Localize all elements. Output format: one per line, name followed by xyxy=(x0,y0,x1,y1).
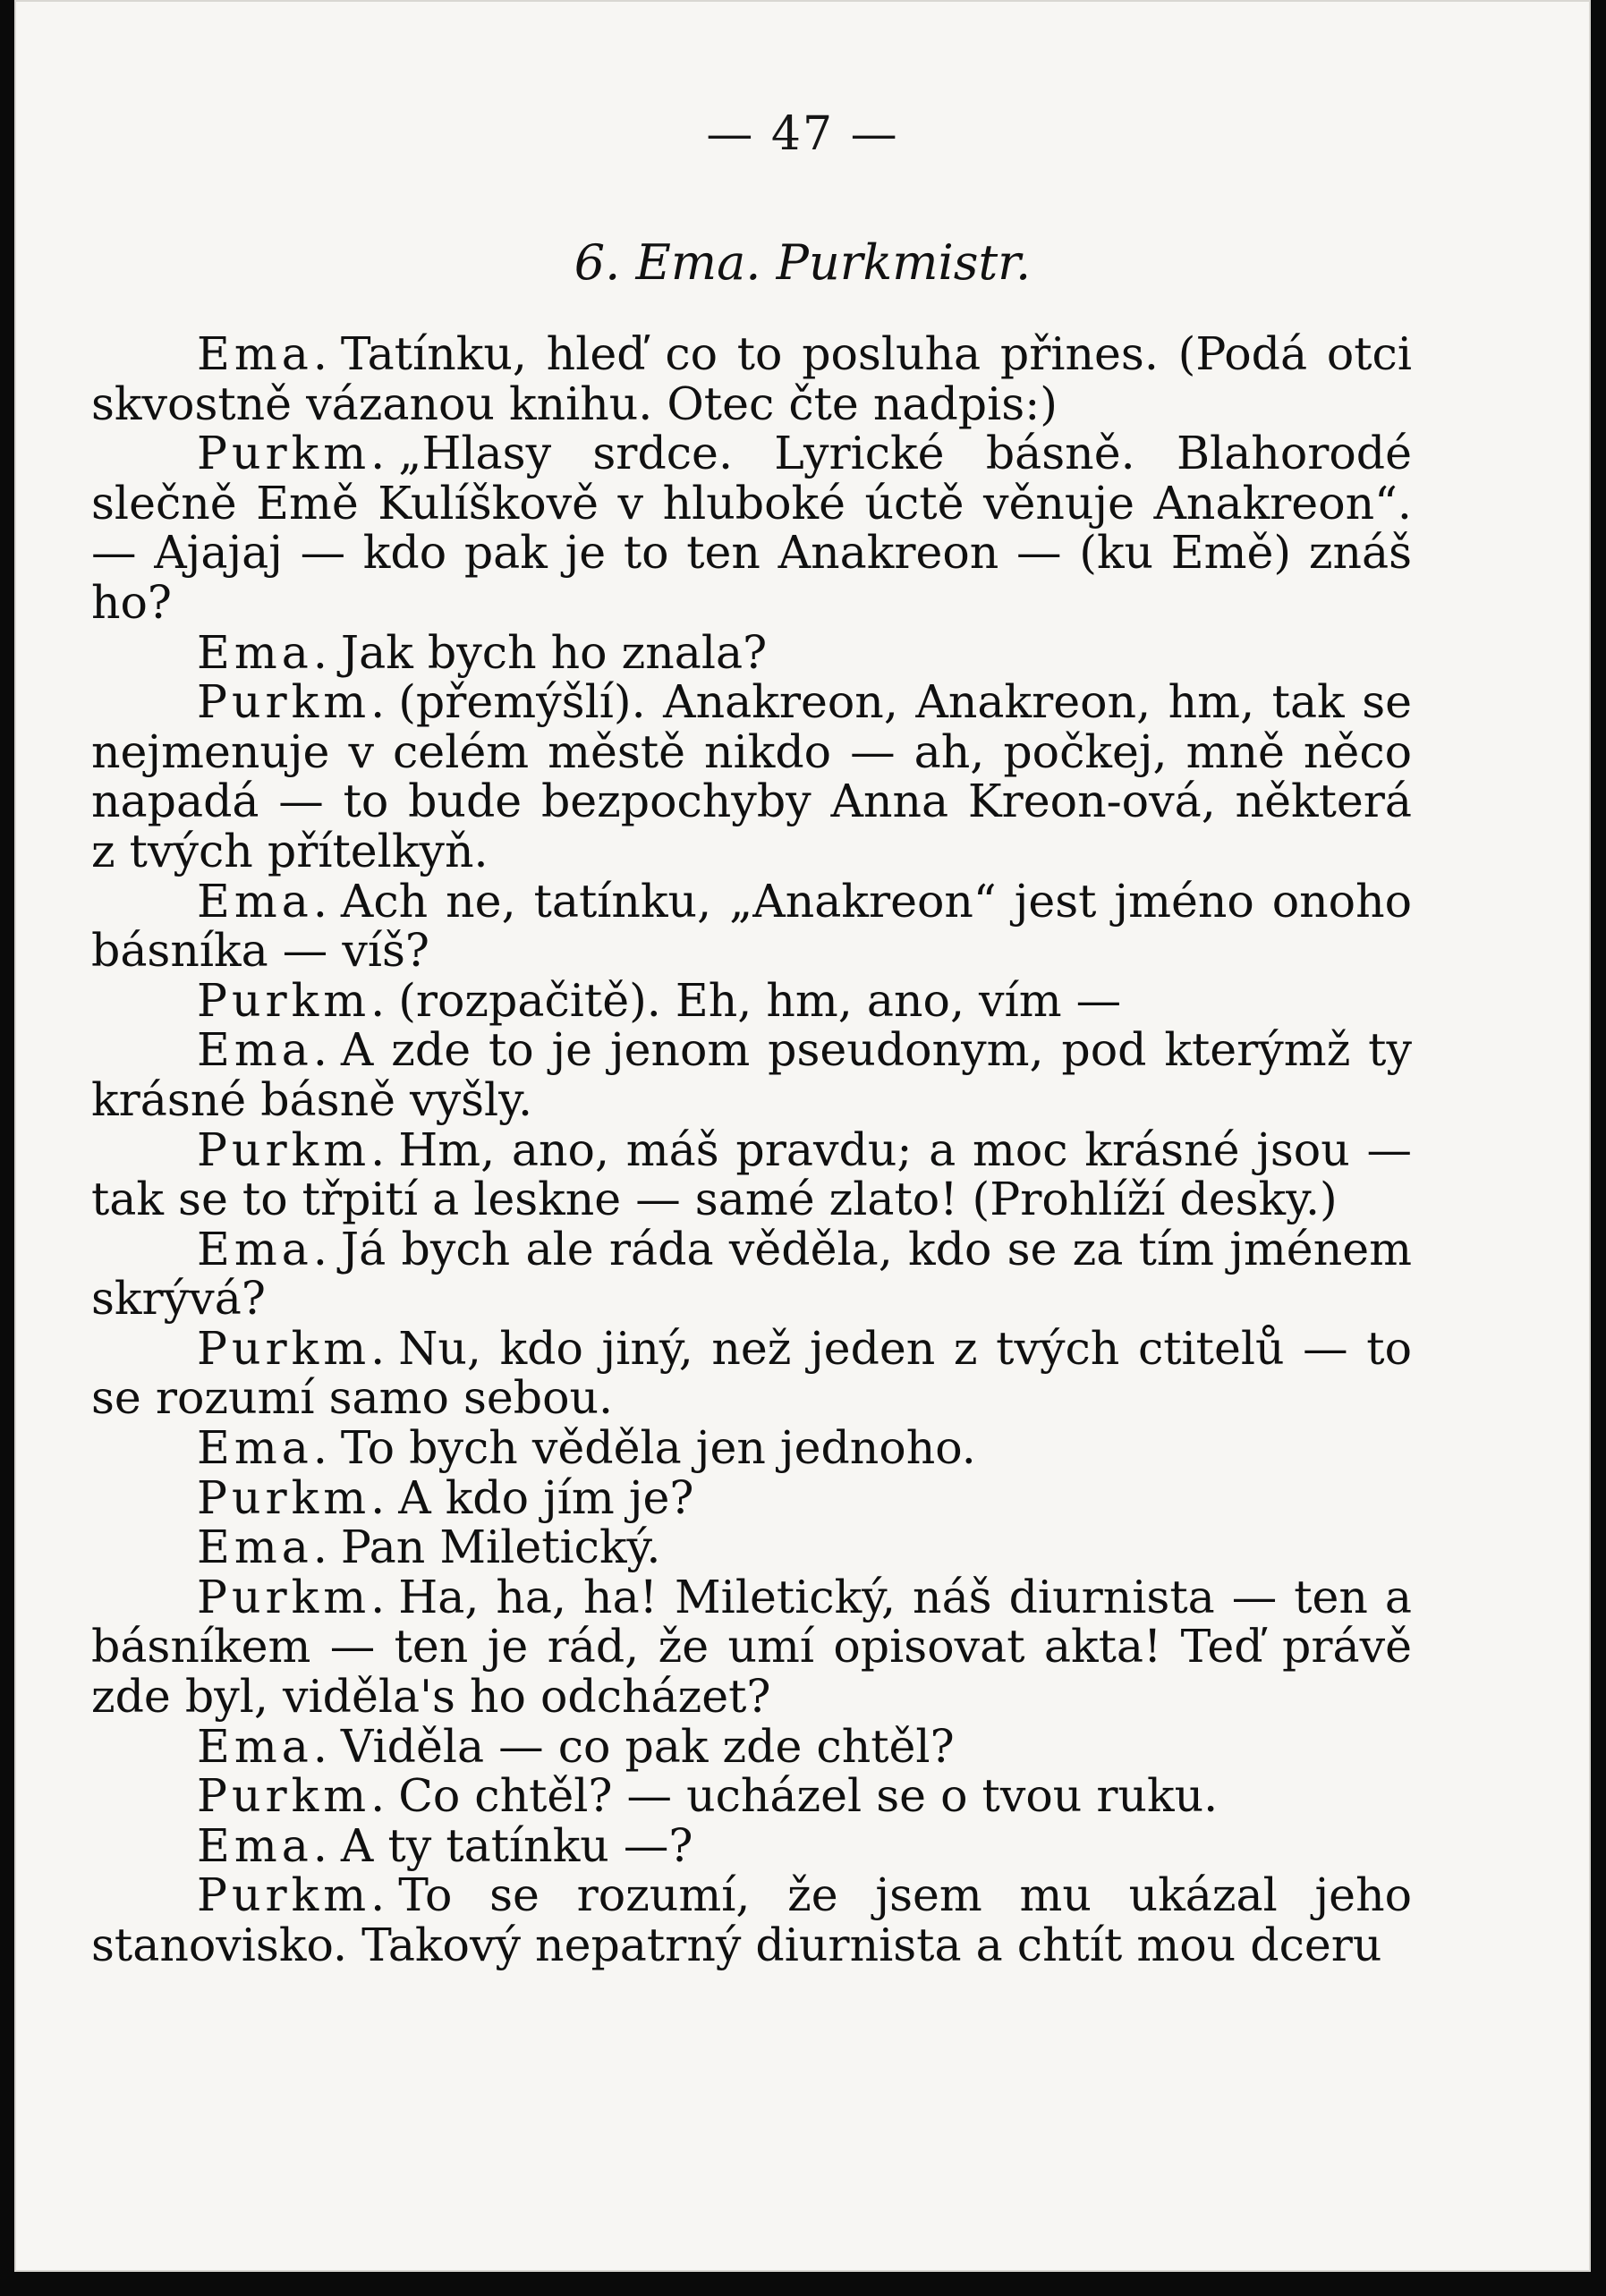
speaker-name: Purkm. xyxy=(197,1570,390,1623)
dialogue-line xyxy=(91,428,1412,627)
dialogue-line xyxy=(91,1025,1412,1124)
speaker-name: Purkm. xyxy=(197,427,390,480)
dialogue-line xyxy=(91,625,1412,679)
line-text: A kdo jím je? xyxy=(398,1470,694,1524)
speaker-name: Ema. xyxy=(197,874,332,928)
speaker-name: Ema. xyxy=(197,625,332,679)
line-text: Pan Miletický. xyxy=(340,1521,661,1574)
dialogue-line xyxy=(91,1470,1412,1524)
dialogue-line xyxy=(91,1224,1412,1324)
speaker-name: Ema. xyxy=(197,1521,332,1574)
line-text: Co chtěl? — ucházel se o tvou ruku. xyxy=(398,1769,1219,1823)
line-text: „Hlasy srdce. Lyrické básně. Blahorodé slečně Emě Kulíškově v hluboké úctě věnuje Anakreon“. — Ajajaj — kdo pak je to ten Anakreon — (ku Emě) znáš ho? xyxy=(91,427,1412,629)
speaker-name: Purkm. xyxy=(197,1868,390,1922)
line-text: Viděla — co pak zde chtěl? xyxy=(340,1719,955,1773)
dialogue-line xyxy=(91,329,1412,428)
dialogue-line xyxy=(91,973,1412,1027)
speaker-name: Purkm. xyxy=(197,675,390,729)
dialogue-line xyxy=(91,1522,1412,1572)
line-text: (přemýšlí). Anakreon, Anakreon, hm, tak se nejmenuje v celém městě nikdo — ah, počkej, mně něco napadá — to bude bezpochyby Anna Kreon-ová, některá z tvých přítelkyň. xyxy=(91,675,1412,877)
line-text: To se rozumí, že jsem mu ukázal jeho stanovisko. Takový nepatrný diurnista a chtít mou dceru xyxy=(91,1868,1412,1971)
line-text: Ach ne, tatínku, „Anakreon“ jest jméno onoho básníka — víš? xyxy=(91,874,1412,978)
speaker-name: Ema. xyxy=(197,1222,332,1275)
line-text: Jak bych ho znala? xyxy=(340,625,768,679)
dialogue-line xyxy=(91,1572,1412,1722)
speaker-name: Purkm. xyxy=(197,1769,390,1823)
speaker-name: Ema. xyxy=(197,1719,332,1773)
dialogue-line xyxy=(91,1423,1412,1473)
page-number: — 47 — xyxy=(706,107,899,161)
speaker-name: Purkm. xyxy=(197,973,390,1027)
line-text: A zde to je jenom pseudonym, pod kterýmž ty krásné básně vyšly. xyxy=(91,1023,1412,1126)
speaker-name: Purkm. xyxy=(197,1321,390,1375)
dialogue-line xyxy=(91,1870,1412,1970)
line-text: Tatínku, hleď co to posluha přines. (Podá otci skvostně vázanou knihu. Otec čte nadpis:) xyxy=(91,327,1412,430)
dialogue-body xyxy=(91,329,1412,1970)
line-text: Ha, ha, ha! Miletický, náš diurnista — ten a básníkem — ten je rád, že umí opisovat akta! Teď právě zde byl, viděla's ho odcházet? xyxy=(91,1570,1412,1724)
dialogue-line xyxy=(91,677,1412,876)
speaker-name: Purkm. xyxy=(197,1470,390,1524)
scene-title: 6. Ema. Purkmistr. xyxy=(574,234,1032,291)
dialogue-line xyxy=(91,1771,1412,1821)
speaker-name: Ema. xyxy=(197,327,332,380)
dialogue-line xyxy=(91,1125,1412,1224)
speaker-name: Ema. xyxy=(197,1421,332,1475)
line-text: Nu, kdo jiný, než jeden z tvých ctitelů — to se rozumí samo sebou. xyxy=(91,1321,1412,1425)
book-page xyxy=(14,0,1591,2272)
speaker-name: Purkm. xyxy=(197,1123,390,1176)
line-text: A ty tatínku —? xyxy=(340,1818,693,1872)
dialogue-line xyxy=(91,1818,1412,1872)
line-text: Hm, ano, máš pravdu; a moc krásné jsou — tak se to třpití a leskne — samé zlato! (Prohlíží desky.) xyxy=(91,1123,1412,1226)
dialogue-line xyxy=(91,1321,1412,1425)
line-text: To bych věděla jen jednoho. xyxy=(340,1421,976,1475)
dialogue-line xyxy=(91,874,1412,978)
dialogue-line xyxy=(91,1719,1412,1773)
speaker-name: Ema. xyxy=(197,1023,332,1077)
line-text: (rozpačitě). Eh, hm, ano, vím — xyxy=(398,973,1122,1027)
line-text: Já bych ale ráda věděla, kdo se za tím jménem skrývá? xyxy=(91,1222,1412,1326)
speaker-name: Ema. xyxy=(197,1818,332,1872)
